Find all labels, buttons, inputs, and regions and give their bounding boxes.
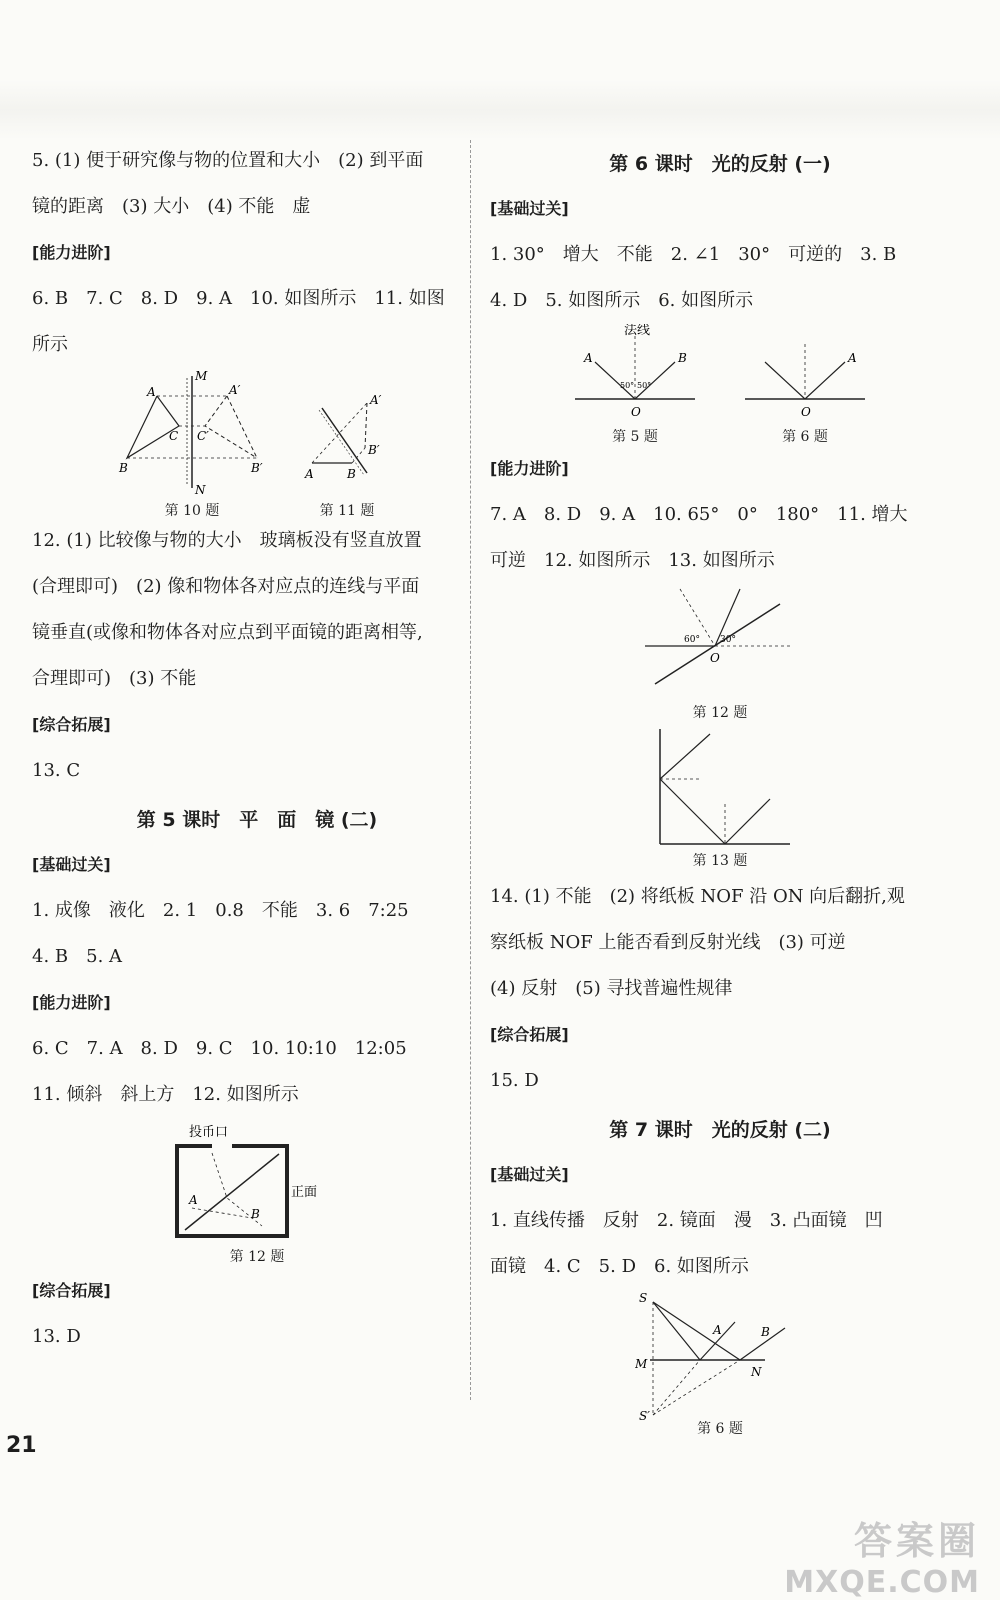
fig6b-label-S: S: [639, 1291, 648, 1305]
fig12-label-A: A: [189, 1193, 198, 1207]
fig6-label-O: O: [801, 405, 811, 419]
answer-q5-line1: 5. (1) 便于研究像与物的位置和大小 (2) 到平面: [32, 150, 424, 171]
fig6b-label-B: B: [761, 1325, 770, 1339]
fig5-angle-1: 50°: [620, 381, 635, 390]
figure-13: [640, 724, 800, 874]
figure-11-caption: 第 11 题: [319, 503, 375, 519]
right-column: [490, 138, 950, 1440]
left-column: [32, 138, 482, 1360]
section-tag-comprehensive-2: [综合拓展]: [32, 1281, 111, 1300]
lesson5-answer-q1-3: 1. 成像 液化 2. 1 0.8 不能 3. 6 7:25: [32, 900, 409, 921]
figure-6-lesson7-diagram: [635, 1290, 805, 1420]
section-tag-comprehensive: [综合拓展]: [32, 715, 111, 734]
answer-q5-line2: 镜的距离 (3) 大小 (4) 不能 虚: [32, 196, 311, 217]
figure-13-diagram: [640, 724, 800, 852]
answer-q12-line4: 合理即可) (3) 不能: [32, 668, 197, 689]
figures-10-11: [32, 368, 482, 518]
figure-6: [740, 324, 870, 446]
fig10-label-Cp: C′: [197, 429, 209, 443]
answer-q13: 13. C: [32, 760, 81, 781]
lesson7-answer-line1: 1. 直线传播 反射 2. 镜面 漫 3. 凸面镜 凹: [490, 1210, 883, 1231]
lesson5-answer-q13: 13. D: [32, 1326, 81, 1347]
lesson6-answer-q1-3: 1. 30° 增大 不能 2. ∠1 30° 可逆的 3. B: [490, 244, 897, 265]
section-tag-ability: [能力进阶]: [32, 243, 111, 262]
figure-12r-caption: 第 12 题: [692, 705, 748, 721]
fig10-label-N: N: [195, 483, 206, 497]
fig12-label-B: B: [251, 1207, 260, 1221]
lesson-7-title: 第 7 课时 光的反射 (二): [609, 1118, 831, 1141]
fig10-label-M: M: [195, 369, 208, 383]
answer-q12-line1: 12. (1) 比较像与物的大小 玻璃板没有竖直放置: [32, 530, 422, 551]
watermark: [784, 1510, 980, 1600]
figure-6-caption: 第 6 题: [782, 429, 828, 445]
lesson6-answer-q14-line3: (4) 反射 (5) 寻找普遍性规律: [490, 978, 733, 999]
fig12r-label-O: O: [710, 651, 720, 665]
figure-10: [117, 368, 267, 518]
fig10-label-A: A: [147, 385, 156, 399]
fig5-label-O: O: [631, 405, 641, 419]
figure-12-coin-box: [167, 1118, 347, 1268]
figure-12-reflection: [640, 584, 800, 724]
lesson7-answer-line2: 面镜 4. C 5. D 6. 如图所示: [490, 1256, 749, 1277]
fig11-label-A: A: [305, 467, 314, 481]
figure-6-lesson7: [635, 1290, 805, 1440]
lesson5-answer-q6-10: 6. C 7. A 8. D 9. C 10. 10:10 12:05: [32, 1038, 407, 1059]
lesson6-answer-q14-line2: 察纸板 NOF 上能否看到反射光线 (3) 可逆: [490, 932, 846, 953]
fig11-label-Ap: A′: [370, 393, 382, 407]
section-tag-basic-r2: [基础过关]: [490, 1165, 569, 1184]
fig10-label-Ap: A′: [229, 383, 241, 397]
fig10-label-C: C: [169, 429, 179, 443]
fig12-coin-label: 投币口: [189, 1125, 229, 1140]
answer-q12-line3: 镜垂直(或像和物体各对应点到平面镜的距离相等,: [32, 622, 423, 643]
lesson6-answer-q14-line1: 14. (1) 不能 (2) 将纸板 NOF 沿 ON 向后翻折,观: [490, 886, 905, 907]
figure-12-coin-box-diagram: [167, 1118, 347, 1248]
figure-5-caption: 第 5 题: [612, 429, 658, 445]
lesson5-answer-q4-5: 4. B 5. A: [32, 946, 123, 967]
lesson5-answer-q11-12: 11. 倾斜 斜上方 12. 如图所示: [32, 1084, 299, 1105]
section-tag-basic: [基础过关]: [32, 855, 111, 874]
fig12-front-label: 正面: [291, 1185, 318, 1200]
fig6b-label-A: A: [713, 1323, 722, 1337]
figure-10-diagram: [117, 368, 267, 498]
figure-11: [297, 368, 397, 518]
fig5-label-B: B: [678, 351, 687, 365]
scan-shadow: [0, 80, 1000, 140]
figure-13-caption: 第 13 题: [692, 853, 748, 869]
fig5-label-A: A: [584, 351, 593, 365]
section-tag-ability-r: [能力进阶]: [490, 459, 569, 478]
page-number: 21: [6, 1433, 37, 1458]
figure-5: [570, 324, 700, 446]
figures-5-6: [490, 324, 950, 446]
fig10-label-B: B: [119, 461, 128, 475]
figure-12-caption: 第 12 题: [229, 1249, 285, 1265]
lesson-5-title: 第 5 课时 平 面 镜 (二): [136, 808, 378, 831]
fig6b-label-Sp: S′: [639, 1409, 650, 1420]
fig6b-label-N: N: [751, 1365, 762, 1379]
section-tag-comprehensive-r: [综合拓展]: [490, 1025, 569, 1044]
answer-q6-11-line2: 所示: [32, 334, 68, 355]
lesson-6-title: 第 6 课时 光的反射 (一): [609, 152, 831, 175]
figure-6-diagram: [740, 324, 870, 424]
fig11-label-Bp: B′: [368, 443, 380, 457]
lesson6-answer-q4-6: 4. D 5. 如图所示 6. 如图所示: [490, 290, 754, 311]
fig10-label-Bp: B′: [251, 461, 263, 475]
watermark-line2: MXQE.COM: [784, 1565, 980, 1600]
fig5-normal-label: 法线: [624, 324, 651, 338]
section-tag-basic-r: [基础过关]: [490, 199, 569, 218]
fig12r-angle-1: 60°: [684, 635, 700, 645]
fig6b-label-M: M: [635, 1357, 648, 1371]
fig5-angle-2: 50°: [637, 381, 652, 390]
lesson6-answer-q15: 15. D: [490, 1070, 539, 1091]
figure-10-caption: 第 10 题: [164, 503, 220, 519]
answer-q6-11-line1: 6. B 7. C 8. D 9. A 10. 如图所示 11. 如图: [32, 288, 445, 309]
section-tag-ability-2: [能力进阶]: [32, 993, 111, 1012]
fig11-label-B: B: [347, 467, 356, 481]
watermark-line1: 答案圈: [853, 1519, 980, 1563]
fig12r-angle-2: 30°: [720, 635, 736, 645]
figure-12-reflection-diagram: [640, 584, 800, 704]
lesson6-answer-q7-11-line2: 可逆 12. 如图所示 13. 如图所示: [490, 550, 775, 571]
fig6-label-A: A: [848, 351, 857, 365]
figure-5-diagram: [570, 324, 700, 424]
answer-q12-line2: (合理即可) (2) 像和物体各对应点的连线与平面: [32, 576, 420, 597]
figure-6b-caption: 第 6 题: [697, 1421, 743, 1437]
figure-11-diagram: [297, 368, 397, 498]
lesson6-answer-q7-11-line1: 7. A 8. D 9. A 10. 65° 0° 180° 11. 增大: [490, 504, 908, 525]
